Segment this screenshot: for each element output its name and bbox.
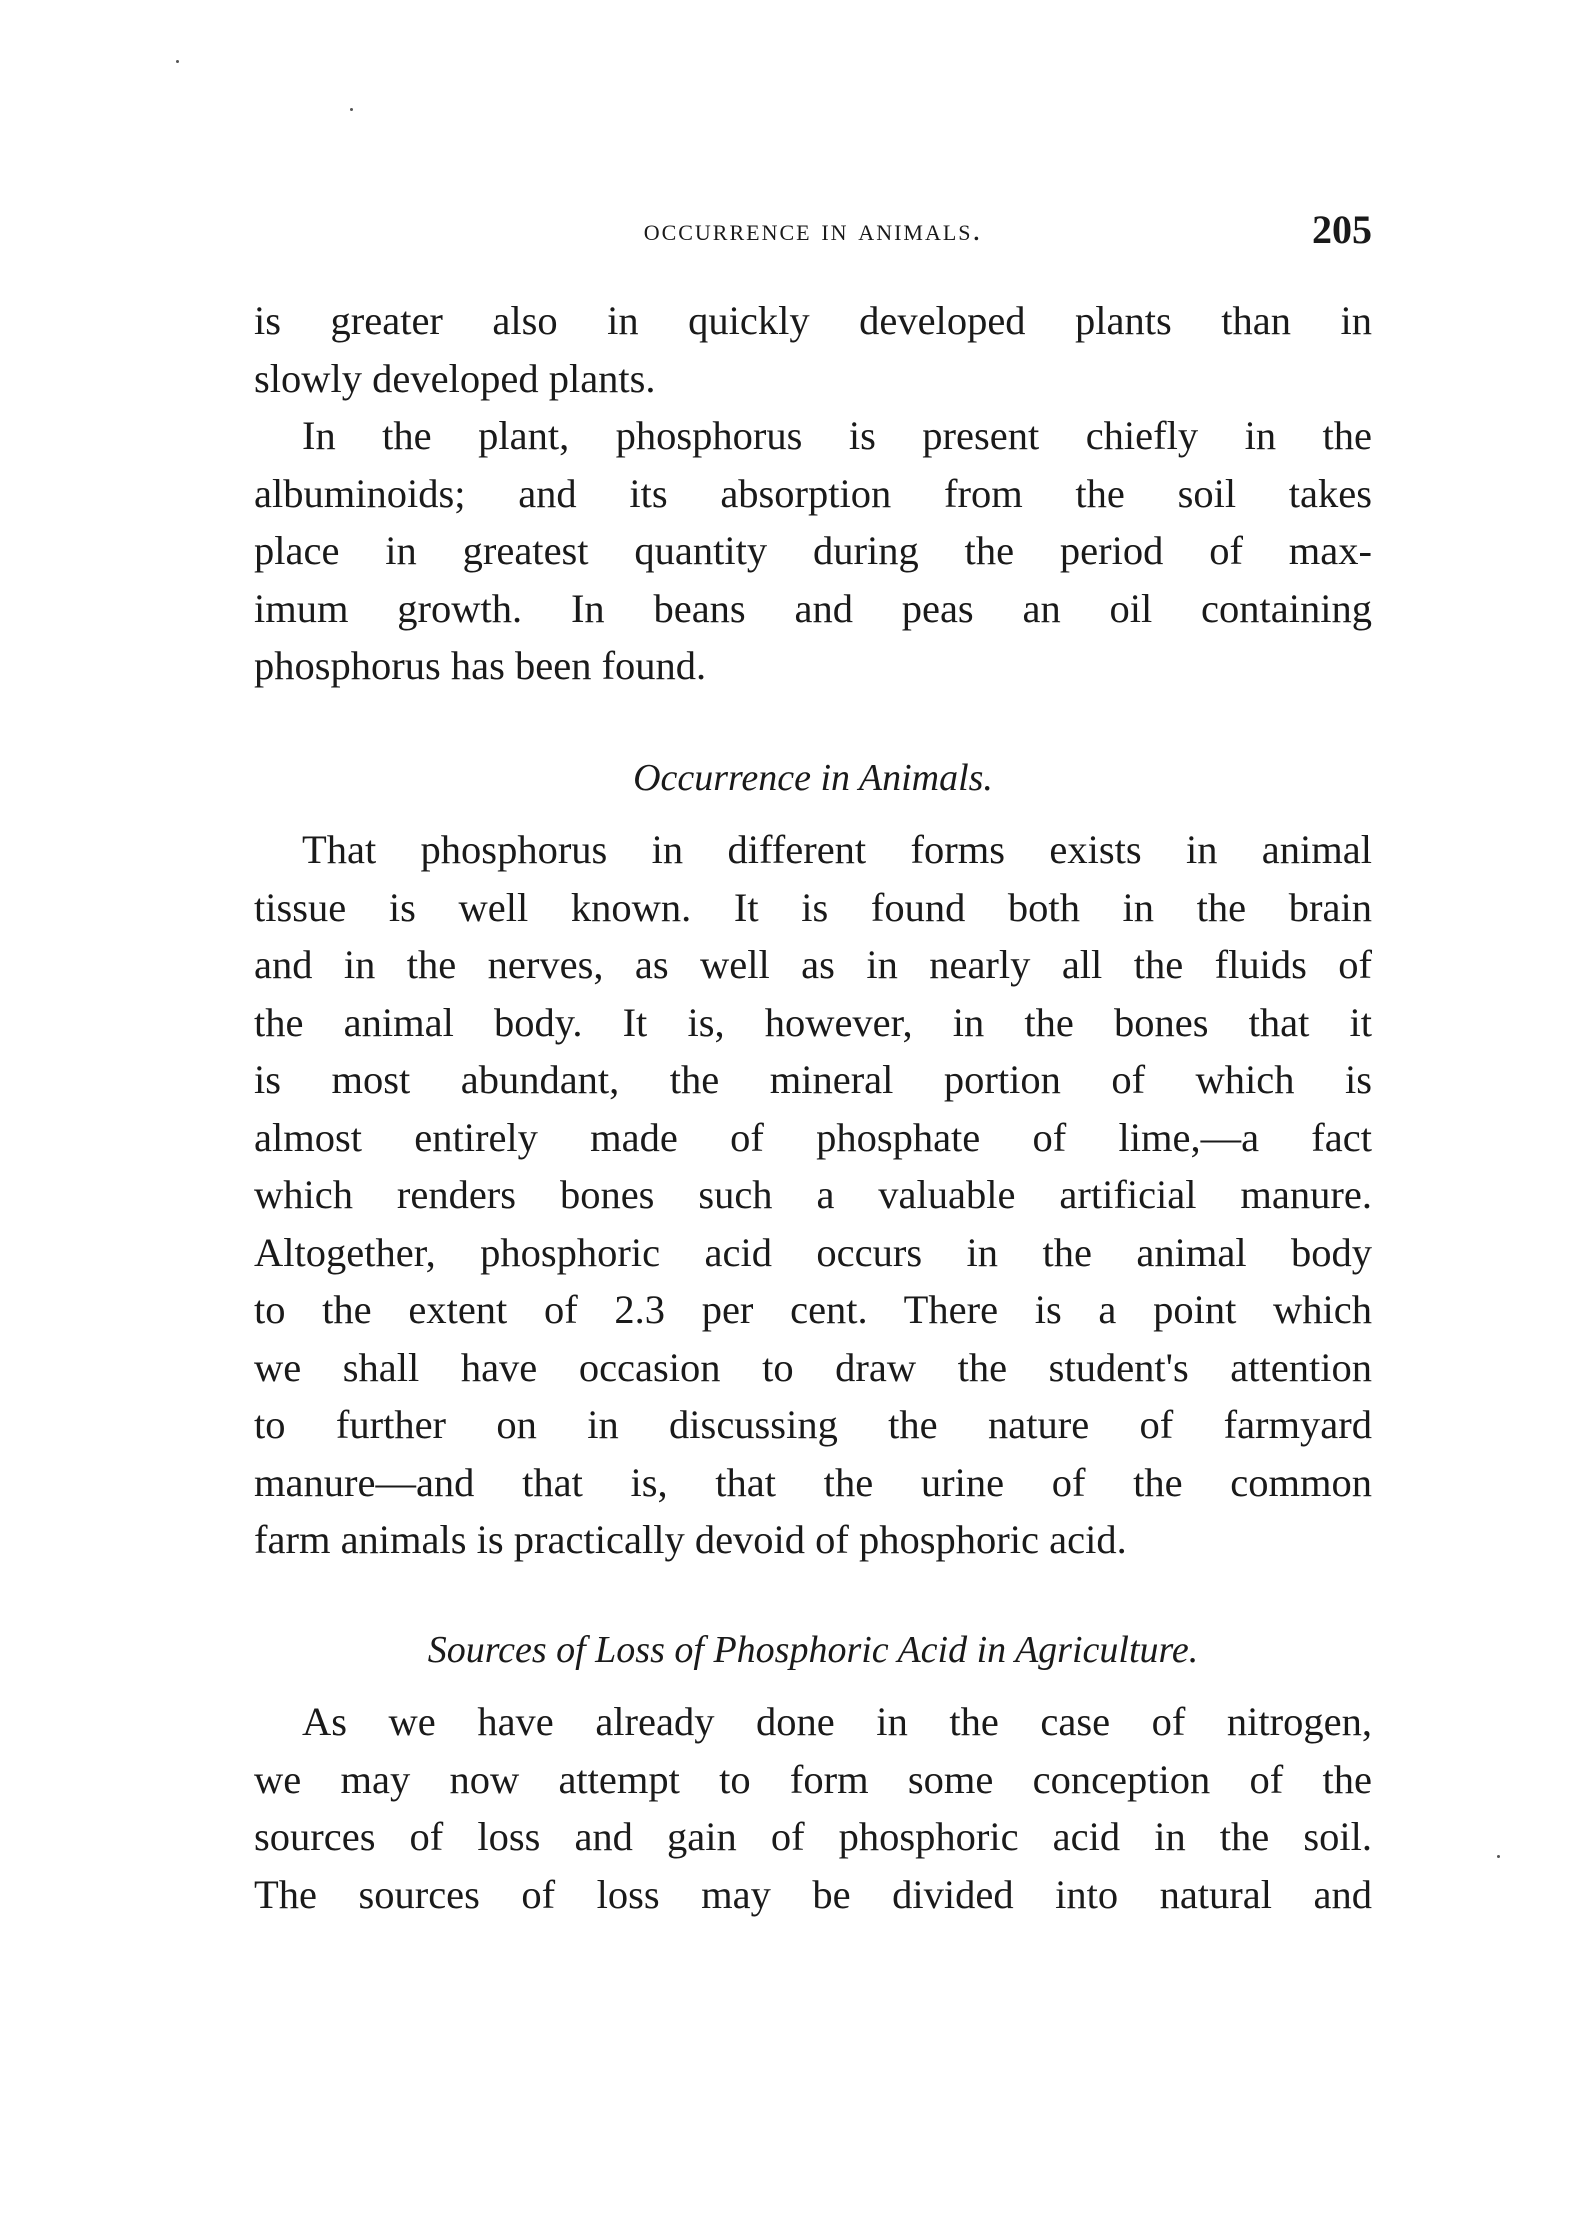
- page-number: 205: [1312, 207, 1372, 252]
- body-text: [254, 292, 1372, 1923]
- paragraph: [254, 821, 1372, 1569]
- text-line: tissue is well known. It is found both in the brain: [254, 884, 1372, 930]
- text-line: to further on in discussing the nature of farmyard: [254, 1402, 1372, 1447]
- text-line: place in greatest quantity during the period of max-: [254, 528, 1372, 573]
- text-line: sources of loss and gain of phosphoric acid in the soil.: [254, 1814, 1372, 1859]
- text-line: Altogether, phosphoric acid occurs in the animal body: [254, 1229, 1372, 1275]
- text-line: is most abundant, the mineral portion of which is: [254, 1057, 1372, 1102]
- text-line: In the plant, phosphorus is present chiefly in the: [302, 413, 1372, 458]
- section-heading: Occurrence in Animals.: [633, 756, 993, 799]
- text-line: manure—and that is, that the urine of the common: [254, 1459, 1372, 1505]
- text-line: is greater also in quickly developed plants than in: [254, 298, 1372, 343]
- running-title: occurrence in animals.: [643, 212, 983, 247]
- text-line: which renders bones such a valuable artificial manure.: [254, 1172, 1372, 1217]
- text-line: imum growth. In beans and peas an oil containing: [254, 585, 1372, 631]
- text-line: we may now attempt to form some conception of the: [254, 1756, 1372, 1802]
- print-speck: [176, 60, 179, 63]
- text-line: almost entirely made of phosphate of lime,—a fact: [254, 1114, 1372, 1160]
- text-line: we shall have occasion to draw the student's attention: [254, 1344, 1372, 1390]
- text-line: slowly developed plants.: [254, 355, 656, 401]
- text-line: the animal body. It is, however, in the bones that it: [254, 999, 1372, 1045]
- text-line: to the extent of 2.3 per cent. There is a point which: [254, 1287, 1372, 1332]
- running-header: [254, 206, 1372, 266]
- text-line: The sources of loss may be divided into natural and: [254, 1871, 1372, 1917]
- text-line: That phosphorus in different forms exists in animal: [302, 827, 1372, 872]
- print-speck: [1497, 1855, 1500, 1858]
- paragraph: [254, 1693, 1372, 1923]
- section-heading: Sources of Loss of Phosphoric Acid in Agriculture.: [427, 1628, 1199, 1671]
- print-speck: [350, 108, 353, 111]
- text-line: and in the nerves, as well as in nearly all the fluids of: [254, 942, 1372, 987]
- paragraph: [254, 407, 1372, 695]
- text-line: As we have already done in the case of nitrogen,: [302, 1699, 1372, 1744]
- text-line: farm animals is practically devoid of phosphoric acid.: [254, 1517, 1127, 1562]
- text-line: albuminoids; and its absorption from the soil takes: [254, 470, 1372, 516]
- paragraph: [254, 292, 1372, 407]
- text-line: phosphorus has been found.: [254, 643, 707, 688]
